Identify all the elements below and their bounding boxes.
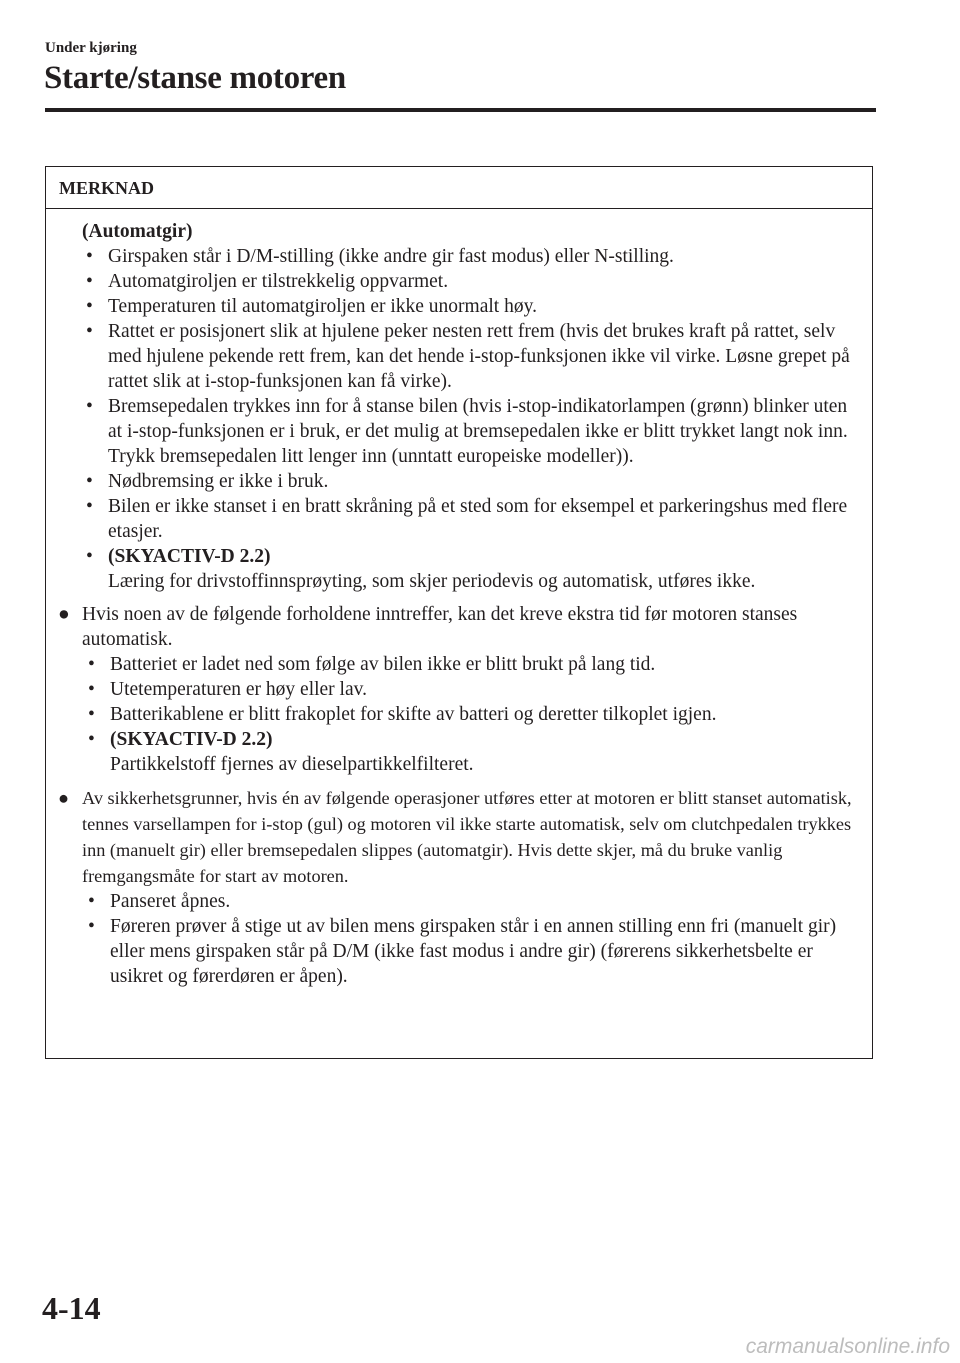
note-heading: MERKNAD [46,167,872,209]
list-item: • Føreren prøver å stige ut av bilen mens girspaken står i en annen stilling enn fri (manuelt gir) eller mens girspaken står på D/M (ikke fast modus i andre gir) (førerens sikkerhetsbelte er usikret og førerdøren er åpen). [82,914,858,989]
list-item: • Bremsepedalen trykkes inn for å stanse bilen (hvis i-stop-indikatorlampen (grønn) blinker uten at i-stop-funksjonen er i bruk, er det mulig at bremsepedalen ikke er blitt trykket langt nok inn. Trykk bremsepedalen litt lenger inn (unntatt europeiske modeller)). [80,394,858,469]
note-item [58,785,858,889]
safety-operations-list [82,889,858,989]
page-number: 4-14 [42,1290,101,1326]
delay-conditions-list [82,652,858,777]
section-label: Under kjøring [45,40,137,56]
automatic-transmission-subheading: (Automatgir) [82,221,193,242]
note-item-text: Av sikkerhetsgrunner, hvis én av følgende operasjoner utføres etter at motoren er blitt stanset automatisk, tennes varsellampen for i-stop (gul) og motoren vil ikke starte automatisk, selv om clutchpedalen trykkes inn (manuelt gir) eller bremsepedalen slippes (automatgir). Hvis dette skjer, må du bruke vanlig fremgangsmåte for start av motoren. [82,788,852,886]
list-item: • Nødbremsing er ikke i bruk. [80,469,858,494]
note-item [58,602,858,777]
list-item: • Rattet er posisjonert slik at hjulene peker nesten rett frem (hvis det brukes kraft på rattet, selv med hjulene pekende rett frem, kan det hende i-stop-funksjonen ikke vil virke. Løsne grepet på rattet slik at i-stop-funksjonen kan få virke). [80,319,858,394]
list-item [82,727,858,777]
bullet-dot-icon: ● [58,788,70,808]
bullet-dot-icon: ● [58,604,70,625]
watermark: carmanualsonline.info [745,1335,950,1358]
skyactiv-label: • (SKYACTIV-D 2.2) [110,729,273,750]
note-box [45,166,873,1059]
list-item: • Bilen er ikke stanset i en bratt skråning på et sted som for eksempel et parkeringshus med flere etasjer. [80,494,858,544]
skyactiv-label: • (SKYACTIV-D 2.2) [108,546,271,567]
list-item: • Batteriet er ladet ned som følge av bilen ikke er blitt brukt på lang tid. [82,652,858,677]
automatic-conditions-list [80,244,858,594]
skyactiv-text: Partikkelstoff fjernes av dieselpartikkelfilteret. [110,754,474,775]
list-item: • Girspaken står i D/M-stilling (ikke andre gir fast modus) eller N-stilling. [80,244,858,269]
list-item: • Automatgiroljen er tilstrekkelig oppvarmet. [80,269,858,294]
list-item: • Utetemperaturen er høy eller lav. [82,677,858,702]
note-body [46,209,872,989]
note-item-text: Hvis noen av de følgende forholdene inntreffer, kan det kreve ekstra tid før motoren stanses automatisk. [82,604,798,650]
title-divider [45,108,876,112]
list-item [80,544,858,594]
list-item: • Temperaturen til automatgiroljen er ikke unormalt høy. [80,294,858,319]
list-item: • Panseret åpnes. [82,889,858,914]
page-title: Starte/stanse motoren [44,60,346,96]
list-item: • Batterikablene er blitt frakoplet for skifte av batteri og deretter tilkoplet igjen. [82,702,858,727]
skyactiv-text: Læring for drivstoffinnsprøyting, som skjer periodevis og automatisk, utføres ikke. [108,571,756,592]
